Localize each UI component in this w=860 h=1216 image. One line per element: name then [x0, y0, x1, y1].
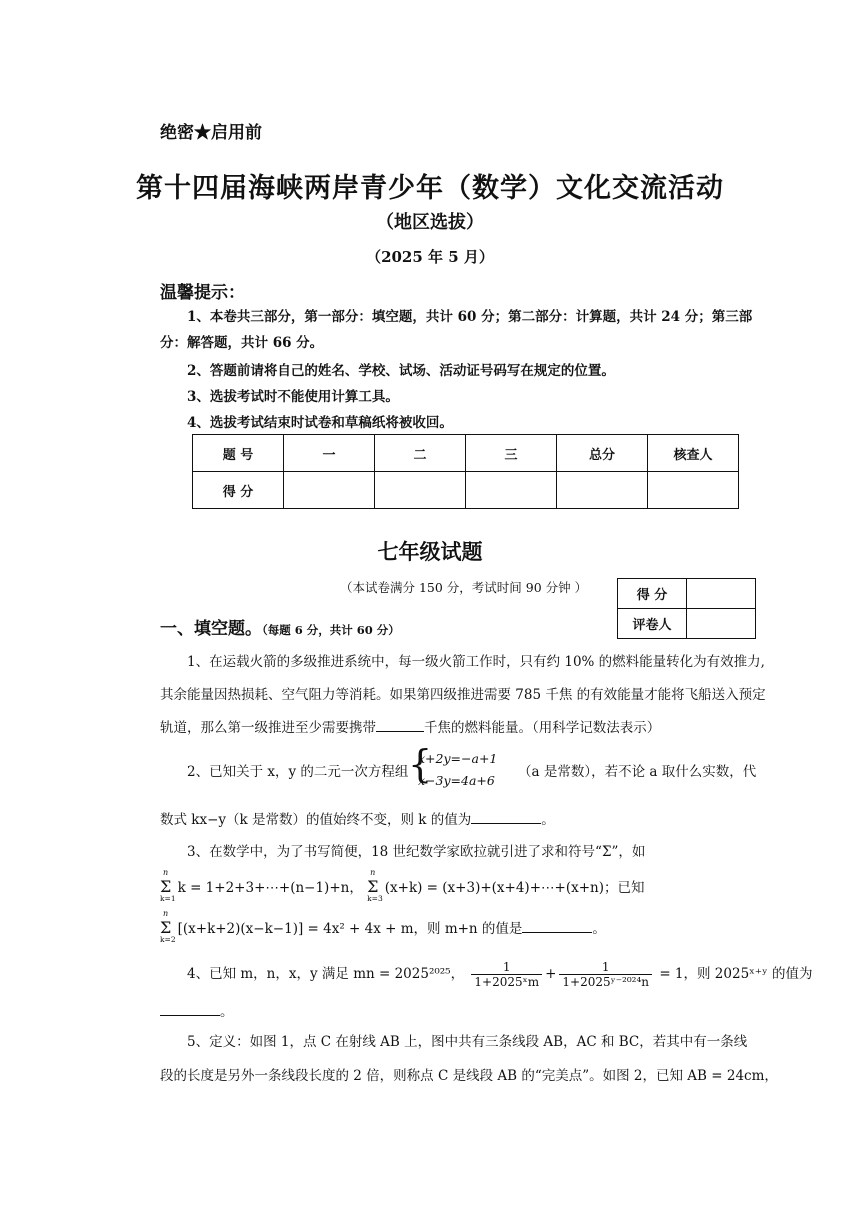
sigma-symbol: Σ n k=2	[160, 909, 176, 944]
question-text: 数式 kx−y（k 是常数）的值始终不变，则 k 的值为	[160, 812, 472, 828]
header-cell: 题 号	[193, 435, 284, 472]
section-title: 一、填空题。	[160, 619, 262, 639]
sigma-symbol: Σ n k=1	[160, 868, 176, 903]
header-cell: 三	[466, 435, 557, 472]
question-3-condition	[160, 909, 606, 944]
brace-symbol: {	[408, 742, 433, 786]
tip-item: 4、选拔考试结束时试卷和草稿纸将被收回。	[187, 415, 453, 431]
question-end: 。	[592, 921, 606, 937]
score-cell[interactable]	[557, 472, 648, 509]
sigma-lower: k=2	[160, 935, 176, 944]
page-title: 第十四届海峡两岸青少年（数学）文化交流活动	[136, 173, 724, 204]
question-2-text: （a 是常数），若不论 a 取什么实数，代	[518, 764, 757, 780]
equation-system	[418, 748, 497, 792]
tips-heading: 温馨提示：	[160, 283, 245, 303]
exam-date: （2025 年 5 月）	[366, 248, 494, 266]
sigma-lower: k=3	[367, 894, 383, 903]
question-1	[160, 646, 770, 745]
score-box[interactable]	[687, 579, 756, 609]
grader-box[interactable]	[687, 609, 756, 639]
question-4-answer	[160, 1000, 234, 1020]
confidential-label: 绝密★启用前	[160, 123, 262, 143]
grade-title: 七年级试题	[377, 539, 483, 564]
question-text: 4、已知 m，n，x，y 满足 mn = 2025²⁰²⁵，	[187, 966, 465, 982]
tip-item: 1、本卷共三部分，第一部分：填空题，共计 60 分；第二部分：计算题，共计 24 分；第三部分：解答题，共计 66 分。	[160, 309, 753, 351]
score-cell[interactable]	[284, 472, 375, 509]
question-2-text	[160, 808, 555, 828]
score-table-score-row	[193, 472, 739, 509]
score-table-header-row	[193, 435, 739, 472]
equation: x+2y=−a+1	[418, 751, 498, 766]
question-text: 1、在运载火箭的多级推进系统中，每一级火箭工作时，只有约 10% 的燃料能量转化为有效推力,其余能量因热损耗、空气阻力等消耗。如果第四级推进需要 785 千焦 的有效能量才能将飞船送入预定轨道，那么第一级推进至少需要携带	[160, 654, 766, 736]
row-label: 得 分	[193, 472, 284, 509]
plus-sign: +	[545, 966, 557, 982]
tip-item: 2、答题前请将自己的姓名、学校、试场、活动证号码写在规定的位置。	[187, 363, 615, 379]
score-cell[interactable]	[466, 472, 557, 509]
formula: (x+k) = (x+3)+(x+4)+⋯+(x+n)；已知	[384, 880, 645, 896]
answer-blank[interactable]	[160, 1001, 220, 1016]
question-text: = 1，则 2025ˣ⁺ʸ 的值为	[659, 966, 813, 982]
equation: x−3y=4a+6	[418, 773, 495, 788]
question-end: 。	[220, 1004, 234, 1020]
exam-note: （本试卷满分 150 分，考试时间 90 分钟 ）	[340, 580, 588, 595]
header-cell: 总分	[557, 435, 648, 472]
header-cell: 一	[284, 435, 375, 472]
question-5-text: 5、定义：如图 1，点 C 在射线 AB 上，图中共有三条线段 AB，AC 和 BC，若其中有一条线	[187, 1034, 748, 1050]
question-2-text: 2、已知关于 x，y 的二元一次方程组	[187, 764, 409, 780]
question-5-text: 段的长度是另外一条线段长度的 2 倍，则称点 C 是线段 AB 的“完美点”。如图 2，已知 AB = 24cm，	[160, 1068, 778, 1084]
tip-item: 3、选拔考试时不能使用计算工具。	[187, 389, 399, 405]
score-table	[192, 434, 739, 509]
grader-table	[617, 578, 756, 639]
section-heading	[160, 614, 400, 639]
sigma-upper: n	[370, 868, 376, 877]
section-note: （每题 6 分，共计 60 分）	[262, 623, 400, 637]
header-cell: 二	[375, 435, 466, 472]
sigma-symbol: Σ n k=3	[367, 868, 383, 903]
answer-blank[interactable]	[471, 809, 541, 824]
sigma-upper: n	[163, 868, 169, 877]
question-3-text: 3、在数学中，为了书写简便，18 世纪数学家欧拉就引进了求和符号“Σ”，如	[187, 844, 646, 860]
answer-blank[interactable]	[376, 717, 424, 732]
question-4-text	[187, 960, 813, 989]
formula: [(x+k+2)(x−k−1)] = 4x² + 4x + m，则 m+n 的值是	[177, 921, 523, 937]
question-3-sums	[160, 868, 645, 903]
question-end: 。	[541, 812, 555, 828]
question-text: 千焦的燃料能量。（用科学记数法表示）	[424, 720, 661, 736]
formula: k = 1+2+3+⋯+(n−1)+n，	[177, 880, 363, 896]
page-subtitle: （地区选拔）	[376, 212, 484, 233]
score-label: 得 分	[618, 579, 687, 609]
score-cell[interactable]	[375, 472, 466, 509]
header-cell: 核查人	[648, 435, 739, 472]
score-cell[interactable]	[648, 472, 739, 509]
fraction: $\frac{1}{\text{1+2025ˣm}}$	[471, 960, 542, 989]
answer-blank[interactable]	[522, 918, 592, 933]
fraction: $\frac{1}{\text{1+2025ʸ⁻²⁰²⁴n}}$	[559, 960, 652, 989]
grader-label: 评卷人	[618, 609, 687, 639]
sigma-upper: n	[163, 909, 169, 918]
sigma-lower: k=1	[160, 894, 176, 903]
